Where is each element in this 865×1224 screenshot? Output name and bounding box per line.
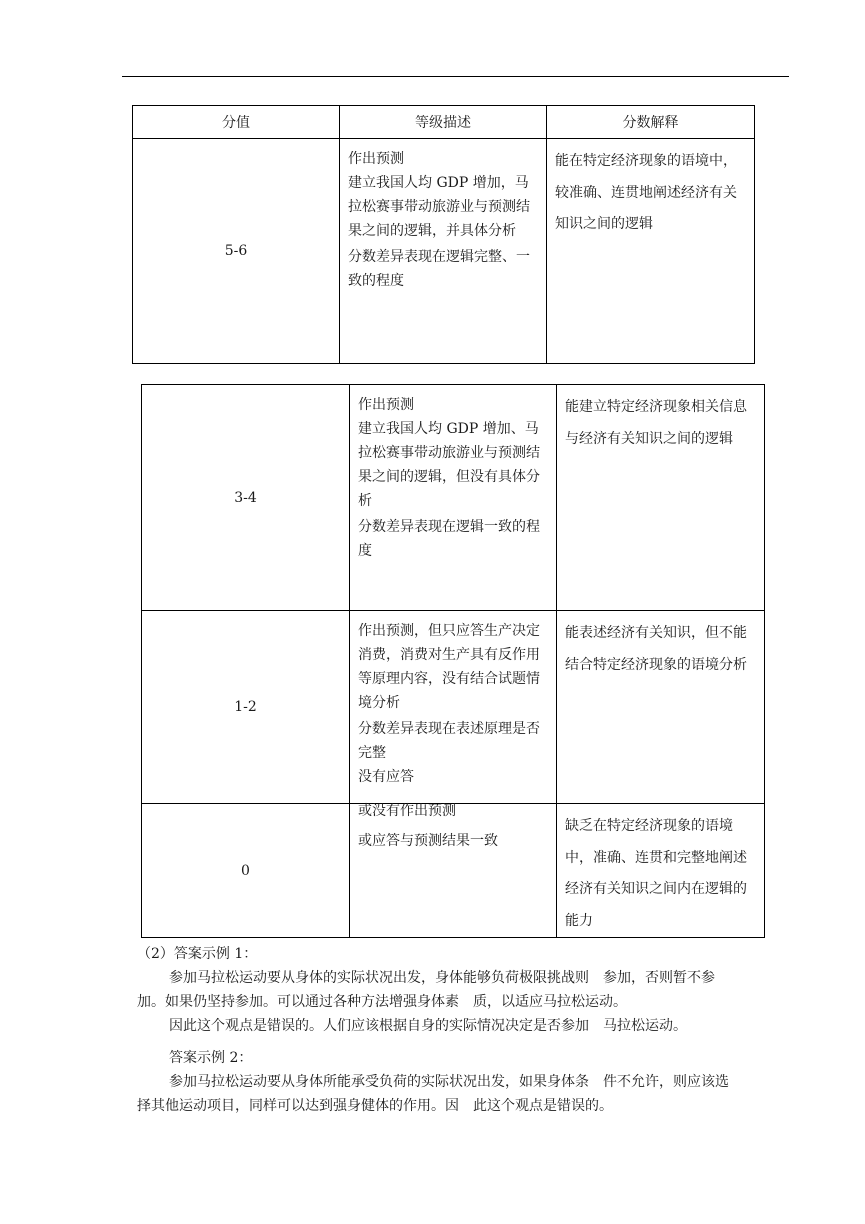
score-cell: 3-4	[142, 385, 350, 611]
score-explain-cell: 能表述经济有关知识，但不能结合特定经济现象的语境分析	[557, 611, 765, 804]
scoring-table-1	[132, 105, 755, 364]
level-desc-cell: 作出预测 建立我国人均 GDP 增加、马拉松赛事带动旅游业与预测结果之间的逻辑，但没有具体分析 分数差异表现在逻辑一致的程度	[350, 385, 557, 611]
example1-paragraph2: 因此这个观点是错误的。人们应该根据自身的实际情况决定是否参加 马拉松运动。	[169, 1018, 687, 1034]
table-row	[142, 385, 765, 611]
score-cell: 0	[142, 804, 350, 938]
level-desc-cell: 或没有作出预测 或应答与预测结果一致	[350, 804, 557, 938]
example2-paragraph1: 参加马拉松运动要从身体所能承受负荷的实际状况出发，如果身体条 件不允许，则应该选择其他运动项目，同样可以达到强身健体的作用。因 此这个观点是错误的。	[137, 1074, 729, 1114]
level-desc-cell: 作出预测，但只应答生产决定消费，消费对生产具有反作用等原理内容，没有结合试题情境分析 分数差异表现在表述原理是否完整 没有应答	[350, 611, 557, 804]
table-header-row	[133, 106, 755, 139]
example1-paragraph1: 参加马拉松运动要从身体的实际状况出发，身体能够负荷极限挑战则 参加，否则暂不参加。如果仍坚持参加。可以通过各种方法增强身体素 质，以适应马拉松运动。	[137, 970, 715, 1010]
header-score-explain: 分数解释	[547, 106, 755, 139]
header-score: 分值	[133, 106, 340, 139]
score-cell: 1-2	[142, 611, 350, 804]
example2-heading: 答案示例 2：	[169, 1050, 253, 1066]
header-level-desc: 等级描述	[340, 106, 547, 139]
table-row	[142, 804, 765, 938]
answer-heading: （2）答案示例 1：	[137, 946, 258, 962]
score-explain-cell: 能在特定经济现象的语境中，较准确、连贯地阐述经济有关知识之间的逻辑	[547, 139, 755, 364]
header-rule	[122, 76, 789, 77]
table-row	[142, 611, 765, 804]
level-desc-cell: 作出预测 建立我国人均 GDP 增加，马拉松赛事带动旅游业与预测结果之间的逻辑，并具体分析 分数差异表现在逻辑完整、一致的程度	[340, 139, 547, 364]
scoring-table-2	[141, 384, 765, 938]
score-explain-cell: 能建立特定经济现象相关信息与经济有关知识之间的逻辑	[557, 385, 765, 611]
score-cell: 5-6	[133, 139, 340, 364]
answer-examples	[137, 942, 737, 1118]
table-row	[133, 139, 755, 364]
score-explain-cell: 缺乏在特定经济现象的语境中，准确、连贯和完整地阐述经济有关知识之间内在逻辑的能力	[557, 804, 765, 938]
